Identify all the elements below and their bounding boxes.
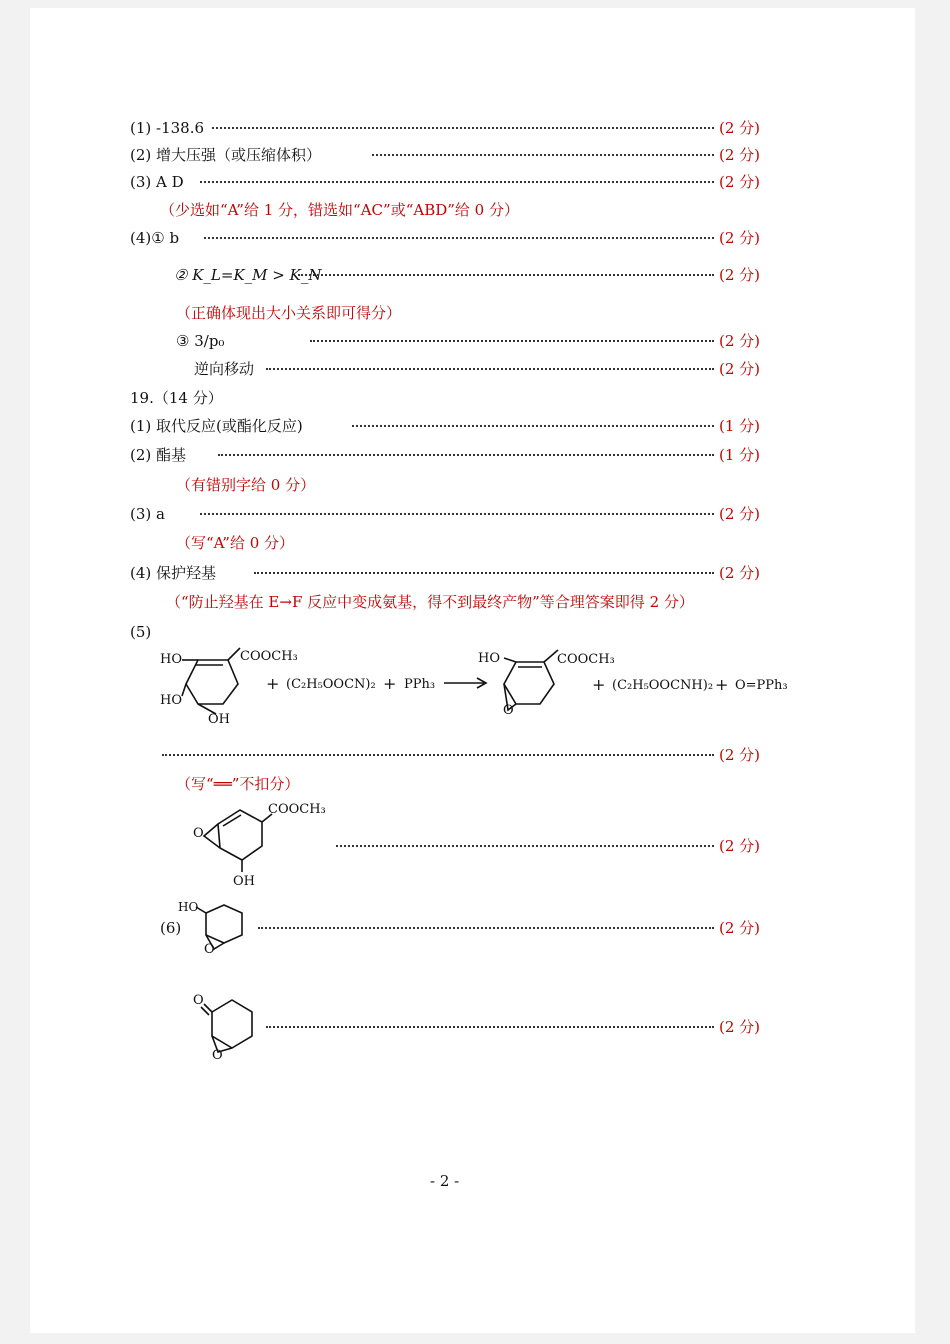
plus-sign: + [715, 675, 729, 694]
oh-bond [182, 684, 186, 696]
dot-leader [212, 127, 714, 129]
answer-label: (1) -138.6 [130, 119, 205, 137]
product-phosphine-oxide-formula: O=PPh₃ [735, 678, 788, 693]
dot-leader [218, 454, 714, 456]
dot-leader [310, 340, 714, 342]
page-number: - 2 - [430, 1172, 460, 1190]
ring [186, 660, 238, 704]
q19-part5-structure-line [130, 834, 760, 858]
q18-part4-1 [130, 226, 760, 250]
epoxide-oxygen-label: O [204, 942, 215, 957]
dot-leader [372, 154, 714, 156]
dot-leader [298, 274, 714, 276]
dot-leader [352, 425, 714, 427]
q19-part2-note: （有错别字给 0 分） [176, 476, 316, 494]
score: (2 分) [718, 1018, 760, 1036]
answer-label: 逆向移动 [194, 360, 255, 378]
q18-part1 [130, 116, 760, 140]
q19-part6-answer2 [130, 1015, 760, 1039]
q18-part4-3 [130, 329, 760, 353]
ho-label: HO [160, 652, 182, 667]
answer-label: (5) [130, 623, 152, 641]
q19-part4-note: （“防止羟基在 E→F 反应中变成氨基，得不到最终产物”等合理答案即得 2 分） [166, 593, 694, 611]
answer-label: (4)① b [130, 229, 180, 247]
dot-leader [336, 845, 714, 847]
q18-part4-3b [130, 357, 760, 381]
score: (2 分) [718, 564, 760, 582]
dot-leader [254, 572, 714, 574]
cooch3-label: COOCH₃ [240, 649, 298, 664]
reagent-dead-formula: (C₂H₅OOCN)₂ [286, 677, 376, 692]
dot-leader [204, 237, 714, 239]
score: (2 分) [718, 229, 760, 247]
dot-leader [266, 1026, 714, 1028]
score: (2 分) [718, 266, 760, 284]
dot-leader [200, 181, 714, 183]
ho-label: HO [478, 651, 500, 666]
epoxide-oxygen-label: O [212, 1048, 223, 1063]
score: (2 分) [718, 119, 760, 137]
q19-header [130, 386, 760, 410]
score: (1 分) [718, 446, 760, 464]
answer-label: (3) A D [130, 173, 184, 191]
answer-label: (2) 增大压强（或压缩体积） [130, 146, 322, 164]
ester-bond [544, 650, 558, 662]
oh-label: OH [208, 712, 230, 727]
score: (2 分) [718, 505, 760, 523]
epoxide-oxygen-label: O [193, 826, 204, 841]
score: (2 分) [718, 332, 760, 350]
score: (2 分) [718, 173, 760, 191]
score: (2 分) [718, 837, 760, 855]
q19-part3-note: （写“A”给 0 分） [176, 534, 295, 552]
carbonyl-oxygen-label: O [193, 993, 204, 1008]
ring [504, 662, 554, 704]
cooch3-label: COOCH₃ [557, 652, 615, 667]
plus-sign: + [592, 675, 606, 694]
q19-part4 [130, 561, 760, 585]
q18-part4-2-note: （正确体现出大小关系即可得分） [176, 304, 402, 322]
epoxide-oxygen-label: O [503, 703, 514, 718]
score: (2 分) [718, 146, 760, 164]
oh-label: OH [233, 874, 255, 889]
score: (2 分) [718, 919, 760, 937]
dot-leader [162, 754, 714, 756]
score: (2 分) [718, 360, 760, 378]
ester-bond [228, 648, 240, 660]
q19-part1 [130, 414, 760, 438]
answer-label: (3) a [130, 505, 165, 523]
dot-leader [258, 927, 714, 929]
q18-part2 [130, 143, 760, 167]
q19-part2 [130, 443, 760, 467]
ho-label: HO [178, 900, 199, 914]
question-number: 19.（14 分） [130, 389, 223, 407]
ho-label: HO [160, 693, 182, 708]
q18-part3-note: （少选如“A”给 1 分，错选如“AC”或“ABD”给 0 分） [160, 201, 519, 219]
answer-label: (4) 保护羟基 [130, 564, 217, 582]
q18-part4-2 [130, 263, 760, 287]
plus-sign: + [266, 674, 280, 693]
q19-part5-note: （写“══”不扣分） [176, 775, 300, 793]
answer-label: ③ 3/p₀ [176, 332, 225, 350]
oh-bond [504, 658, 516, 662]
answer-label: (2) 酯基 [130, 446, 187, 464]
dot-leader [266, 368, 714, 370]
answer-label: ② K_L=K_M > K_N [174, 266, 322, 284]
cooch3-label: COOCH₃ [268, 802, 326, 817]
q18-part3 [130, 170, 760, 194]
q19-part6-answer1 [130, 916, 760, 940]
q19-part3 [130, 502, 760, 526]
plus-sign: + [383, 674, 397, 693]
score: (1 分) [718, 417, 760, 435]
q19-part5-equation-line [130, 743, 760, 767]
reagent-pph3-formula: PPh₃ [404, 677, 436, 692]
answer-label: (1) 取代反应(或酯化反应) [130, 417, 303, 435]
product-hydrazine-formula: (C₂H₅OOCNH)₂ [612, 678, 714, 693]
score: (2 分) [718, 746, 760, 764]
double-bond [223, 815, 241, 826]
dot-leader [200, 513, 714, 515]
answer-label: (6) [160, 919, 182, 937]
